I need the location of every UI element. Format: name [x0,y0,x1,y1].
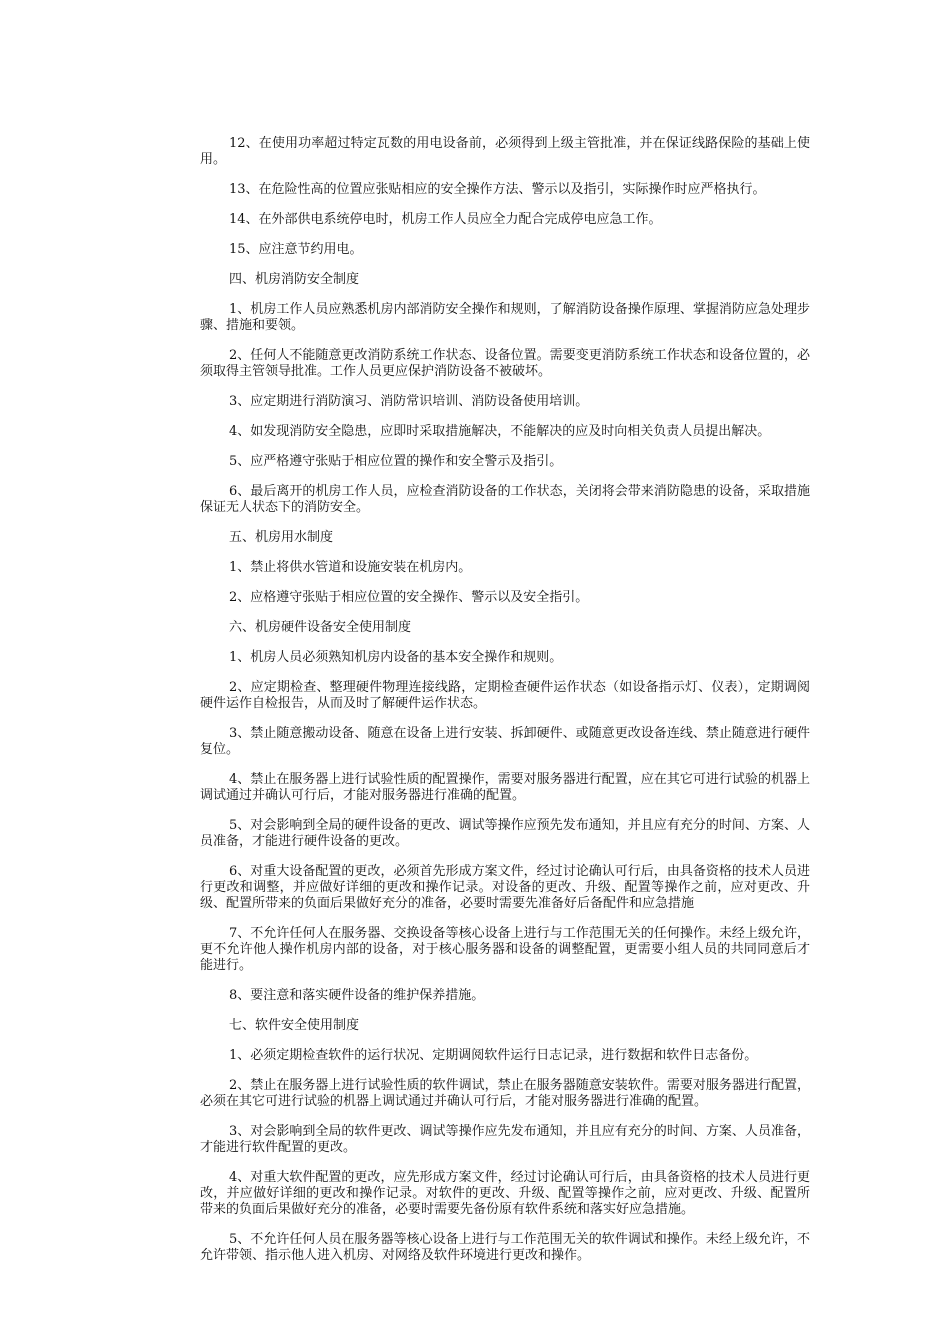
paragraph: 12、在使用功率超过特定瓦数的用电设备前，必须得到上级主管批准，并在保证线路保险的基础上使用。 [200,136,810,167]
paragraph: 5、应严格遵守张贴于相应位置的操作和安全警示及指引。 [229,454,563,469]
paragraph: 5、不允许任何人员在服务器等核心设备上进行与工作范围无关的软件调试和操作。未经上级允许，不允许带领、指示他人进入机房、对网络及软件环境进行更改和操作。 [200,1232,810,1263]
paragraph: 7、不允许任何人在服务器、交换设备等核心设备上进行与工作范围无关的任何操作。未经上级允许，更不允许他人操作机房内部的设备，对于核心服务器和设备的调整配置，更需要小组人员的共同同意后才能进行。 [200,926,810,973]
paragraph: 2、应格遵守张贴于相应位置的安全操作、警示以及安全指引。 [229,590,589,605]
section-heading: 七、软件安全使用制度 [229,1018,360,1033]
section-heading: 五、机房用水制度 [229,530,334,545]
paragraph: 1、机房人员必须熟知机房内设备的基本安全操作和规则。 [229,650,563,665]
paragraph: 4、禁止在服务器上进行试验性质的配置操作，需要对服务器进行配置，应在其它可进行试验的机器上调试通过并确认可行后，才能对服务器进行准确的配置。 [200,772,810,803]
paragraph: 1、必须定期检查软件的运行状况、定期调阅软件运行日志记录，进行数据和软件日志备份。 [229,1048,758,1063]
paragraph: 2、禁止在服务器上进行试验性质的软件调试，禁止在服务器随意安装软件。需要对服务器进行配置，必须在其它可进行试验的机器上调试通过并确认可行后，才能对服务器进行准确的配置。 [200,1078,810,1109]
paragraph: 15、应注意节约用电。 [229,242,363,257]
paragraph: 1、机房工作人员应熟悉机房内部消防安全操作和规则，了解消防设备操作原理、掌握消防应急处理步骤、措施和要领。 [200,302,810,333]
paragraph: 4、如发现消防安全隐患，应即时采取措施解决，不能解决的应及时向相关负责人员提出解决。 [229,424,771,439]
paragraph: 5、对会影响到全局的硬件设备的更改、调试等操作应预先发布通知，并且应有充分的时间、方案、人员准备，才能进行硬件设备的更改。 [200,818,810,849]
paragraph: 4、对重大软件配置的更改，应先形成方案文件，经过讨论确认可行后，由具备资格的技术人员进行更改，并应做好详细的更改和操作记录。对软件的更改、升级、配置等操作之前，应对更改、升级、配置所带来的负面后果做好充分的准备，必要时需要先备份原有软件系统和落实好应急措施。 [200,1170,810,1217]
paragraph: 2、任何人不能随意更改消防系统工作状态、设备位置。需要变更消防系统工作状态和设备位置的，必须取得主管领导批准。工作人员更应保护消防设备不被破坏。 [200,348,810,379]
section-heading: 四、机房消防安全制度 [229,272,360,287]
paragraph: 3、对会影响到全局的软件更改、调试等操作应先发布通知，并且应有充分的时间、方案、人员准备，才能进行软件配置的更改。 [200,1124,810,1155]
paragraph: 14、在外部供电系统停电时，机房工作人员应全力配合完成停电应急工作。 [229,212,662,227]
paragraph: 1、禁止将供水管道和设施安装在机房内。 [229,560,472,575]
paragraph: 6、对重大设备配置的更改，必须首先形成方案文件，经过讨论确认可行后，由具备资格的技术人员进行更改和调整，并应做好详细的更改和操作记录。对设备的更改、升级、配置等操作之前，应对更改、升级、配置所带来的负面后果做好充分的准备，必要时需要先准备好后备配件和应急措施 [200,864,810,911]
section-heading: 六、机房硬件设备安全使用制度 [229,620,412,635]
paragraph: 8、要注意和落实硬件设备的维护保养措施。 [229,988,485,1003]
document-body [200,136,810,1278]
paragraph: 13、在危险性高的位置应张贴相应的安全操作方法、警示以及指引，实际操作时应严格执行。 [229,182,766,197]
paragraph: 6、最后离开的机房工作人员，应检查消防设备的工作状态，关闭将会带来消防隐患的设备，采取措施保证无人状态下的消防安全。 [200,484,810,515]
paragraph: 3、禁止随意搬动设备、随意在设备上进行安装、拆卸硬件、或随意更改设备连线、禁止随意进行硬件复位。 [200,726,810,757]
paragraph: 3、应定期进行消防演习、消防常识培训、消防设备使用培训。 [229,394,589,409]
paragraph: 2、应定期检查、整理硬件物理连接线路，定期检查硬件运作状态（如设备指示灯、仪表），定期调阅硬件运作自检报告，从而及时了解硬件运作状态。 [200,680,810,711]
